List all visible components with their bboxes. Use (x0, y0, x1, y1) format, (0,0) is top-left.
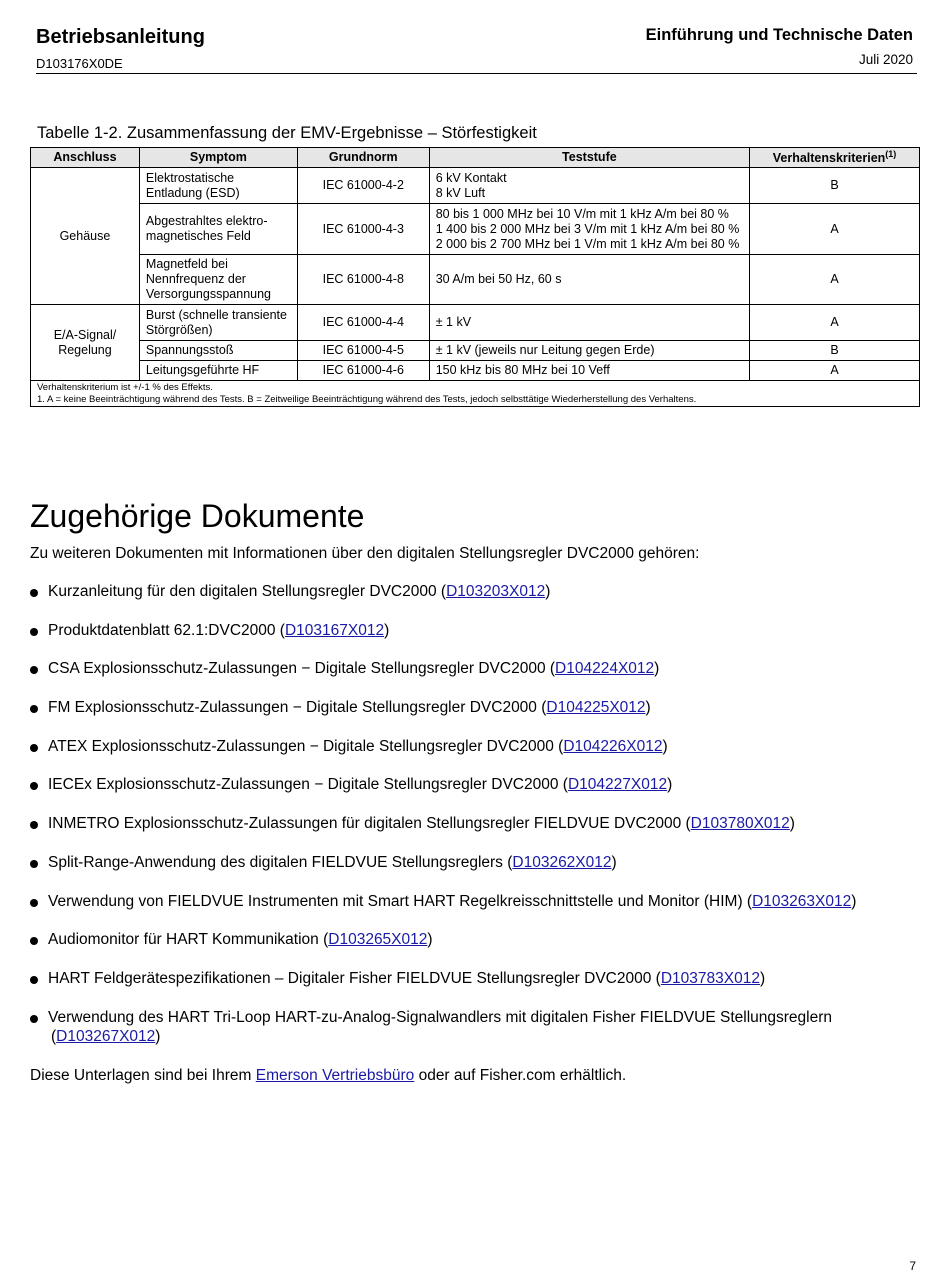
item-text: INMETRO Explosionsschutz-Zulassungen für digitalen Stellungsregler FIELDVUE DVC2000 ( (48, 815, 691, 833)
list-item (30, 659, 920, 678)
level-cell (429, 204, 749, 255)
symptom-cell: Spannungsstoß (139, 341, 297, 361)
footnote: Verhaltenskriterium ist +/-1 % des Effekts. (37, 382, 213, 394)
symptom-cell: Burst (schnelle transiente Störgrößen) (139, 305, 297, 341)
norm-cell: IEC 61000-4-6 (297, 361, 429, 381)
availability-note (30, 1067, 626, 1085)
table-footnotes (31, 381, 920, 407)
publication-date: Juli 2020 (858, 52, 913, 67)
list-item (30, 775, 920, 794)
level-line: 80 bis 1 000 MHz bei 10 V/m mit 1 kHz A/m bei 80 % (435, 206, 729, 221)
col-header-symptom: Symptom (139, 148, 297, 168)
level-line: 2 000 bis 2 700 MHz bei 1 V/m mit 1 kHz A/m bei 80 % (435, 236, 740, 251)
item-text-after: ) (759, 969, 766, 987)
norm-cell: IEC 61000-4-2 (297, 168, 429, 204)
item-text-after: ) (654, 660, 660, 678)
list-item (30, 853, 920, 872)
col-header-verhaltenskriterien (750, 148, 920, 168)
table-row (31, 341, 920, 361)
symptom-cell: Leitungsgeführte HF (139, 361, 297, 381)
list-item (30, 1008, 920, 1046)
item-text-after: ) (155, 1027, 161, 1045)
norm-cell: IEC 61000-4-8 (297, 255, 429, 305)
bullet-icon (30, 666, 38, 674)
item-text-after: ) (645, 699, 651, 717)
criterion-cell: A (750, 255, 920, 305)
bullet-icon (30, 976, 38, 984)
document-link[interactable]: D103265X012 (328, 931, 428, 949)
bullet-icon (30, 744, 38, 752)
item-text: Verwendung von FIELDVUE Instrumenten mit Smart HART Regelkreisschnittstelle und Monitor (HIM) ( (48, 892, 753, 910)
item-text-after: ) (427, 931, 433, 949)
bullet-icon (30, 821, 38, 829)
item-text: Split-Range-Anwendung des digitalen FIELDVUE Stellungsreglers ( (48, 853, 513, 871)
group-cell: E/A-Signal/ Regelung (31, 305, 140, 381)
bullet-icon (30, 937, 38, 945)
list-item (30, 969, 920, 988)
item-text: FM Explosionsschutz-Zulassungen − Digitale Stellungsregler DVC2000 ( (48, 699, 547, 717)
item-text: ATEX Explosionsschutz-Zulassungen − Digitale Stellungsregler DVC2000 ( (48, 737, 564, 755)
level-line: 8 kV Luft (435, 185, 486, 200)
bullet-icon (30, 782, 38, 790)
document-link[interactable]: D103203X012 (446, 583, 546, 600)
item-text-after: ) (662, 737, 668, 755)
item-text-after: ) (545, 583, 551, 600)
item-text-open-paren: ( (51, 1027, 57, 1045)
footnote: 1. A = keine Beeinträchtigung während des Tests. B = Zeitweilige Beeinträchtigung während des Tests, jedoch selbsttätige Wiederherstellung des Verhaltens. (37, 393, 697, 405)
level-cell (429, 168, 749, 204)
group-cell: Gehäuse (31, 168, 140, 305)
bullet-icon (30, 1015, 38, 1023)
item-text-after: ) (384, 621, 390, 639)
manual-title: Betriebsanleitung (36, 26, 205, 48)
item-text: Produktdatenblatt 62.1:DVC2000 ( (48, 621, 285, 639)
col-header-teststufe: Teststufe (429, 148, 749, 168)
outro-text: Diese Unterlagen sind bei Ihrem (30, 1067, 256, 1084)
level-line: 1 400 bis 2 000 MHz bei 3 V/m mit 1 kHz A/m bei 80 % (435, 221, 740, 236)
table-row (31, 255, 920, 305)
section-intro: Zu weiteren Dokumenten mit Informationen über den digitalen Stellungsregler DVC2000 gehören: (30, 545, 700, 562)
table-row (31, 361, 920, 381)
document-link[interactable]: D103167X012 (284, 621, 385, 639)
emv-results-table (30, 147, 920, 407)
document-link[interactable]: D103780X012 (690, 815, 790, 833)
list-item (30, 737, 920, 756)
criterion-cell: A (750, 204, 920, 255)
col-header-anschluss: Anschluss (31, 148, 140, 168)
page-number: 7 (909, 1259, 916, 1273)
col-header-verhaltenskriterien-label: Verhaltenskriterien (772, 151, 886, 166)
list-item (30, 892, 920, 911)
item-text: IECEx Explosionsschutz-Zulassungen − Digitale Stellungsregler DVC2000 ( (48, 776, 568, 794)
table-header-row (31, 148, 920, 168)
list-item (30, 814, 920, 833)
footnote-marker: (1) (885, 149, 897, 159)
level-cell: ± 1 kV (429, 305, 749, 341)
item-text: CSA Explosionsschutz-Zulassungen − Digitale Stellungsregler DVC2000 ( (48, 660, 556, 678)
table-caption: Tabelle 1-2. Zusammenfassung der EMV-Ergebnisse – Störfestigkeit (37, 124, 537, 142)
list-item (30, 621, 920, 640)
bullet-icon (30, 860, 38, 868)
norm-cell: IEC 61000-4-3 (297, 204, 429, 255)
bullet-icon (30, 589, 38, 597)
criterion-cell: A (750, 305, 920, 341)
section-heading: Zugehörige Dokumente (30, 498, 365, 534)
symptom-cell: Abgestrahltes elektro-magnetisches Feld (139, 204, 297, 255)
table-footnote-row (31, 381, 920, 407)
table-row (31, 305, 920, 341)
bullet-icon (30, 628, 38, 636)
document-link[interactable]: D104225X012 (546, 699, 646, 717)
list-item (30, 930, 920, 949)
criterion-cell: B (750, 168, 920, 204)
document-link[interactable]: D104224X012 (555, 660, 655, 678)
outro-text-after: oder auf Fisher.com erhältlich. (414, 1067, 627, 1084)
item-text: Verwendung des HART Tri-Loop HART-zu-Analog-Signalwandlers mit digitalen Fisher FIELDVUE Stellungsreglern (48, 1008, 832, 1026)
document-link[interactable]: D103267X012 (56, 1027, 156, 1045)
document-link[interactable]: D104227X012 (567, 776, 668, 794)
chapter-title: Einführung und Technische Daten (645, 26, 913, 44)
item-text: Audiomonitor für HART Kommunikation ( (48, 931, 329, 949)
norm-cell: IEC 61000-4-5 (297, 341, 429, 361)
criterion-cell: A (750, 361, 920, 381)
document-link[interactable]: D103783X012 (660, 969, 760, 987)
bullet-icon (30, 705, 38, 713)
document-number: D103176X0DE (36, 56, 123, 71)
table-row (31, 168, 920, 204)
col-header-grundnorm: Grundnorm (297, 148, 429, 168)
norm-cell: IEC 61000-4-4 (297, 305, 429, 341)
sales-office-link[interactable]: Emerson Vertriebsbüro (255, 1067, 415, 1084)
document-link[interactable]: D104226X012 (563, 737, 663, 755)
item-text-after: ) (851, 892, 857, 910)
symptom-cell: Magnetfeld bei Nennfrequenz der Versorgungsspannung (139, 255, 297, 305)
level-cell: ± 1 kV (jeweils nur Leitung gegen Erde) (429, 341, 749, 361)
page-header (36, 26, 917, 74)
level-cell: 30 A/m bei 50 Hz, 60 s (429, 255, 749, 305)
related-documents-list (30, 582, 920, 1065)
item-text: Kurzanleitung für den digitalen Stellungsregler DVC2000 ( (48, 583, 447, 600)
criterion-cell: B (750, 341, 920, 361)
level-cell: 150 kHz bis 80 MHz bei 10 Veff (429, 361, 749, 381)
document-link[interactable]: D103262X012 (512, 853, 612, 871)
item-text-after: ) (611, 853, 617, 871)
item-text-after: ) (667, 776, 673, 794)
bullet-icon (30, 899, 38, 907)
document-link[interactable]: D103263X012 (752, 892, 852, 910)
symptom-cell: Elektrostatische Entladung (ESD) (139, 168, 297, 204)
item-text: HART Feldgerätespezifikationen – Digitaler Fisher FIELDVUE Stellungsregler DVC2000 ( (48, 969, 661, 987)
list-item (30, 582, 920, 601)
item-text-after: ) (789, 815, 795, 833)
list-item (30, 698, 920, 717)
level-line: 6 kV Kontakt (435, 170, 507, 185)
table-row (31, 204, 920, 255)
